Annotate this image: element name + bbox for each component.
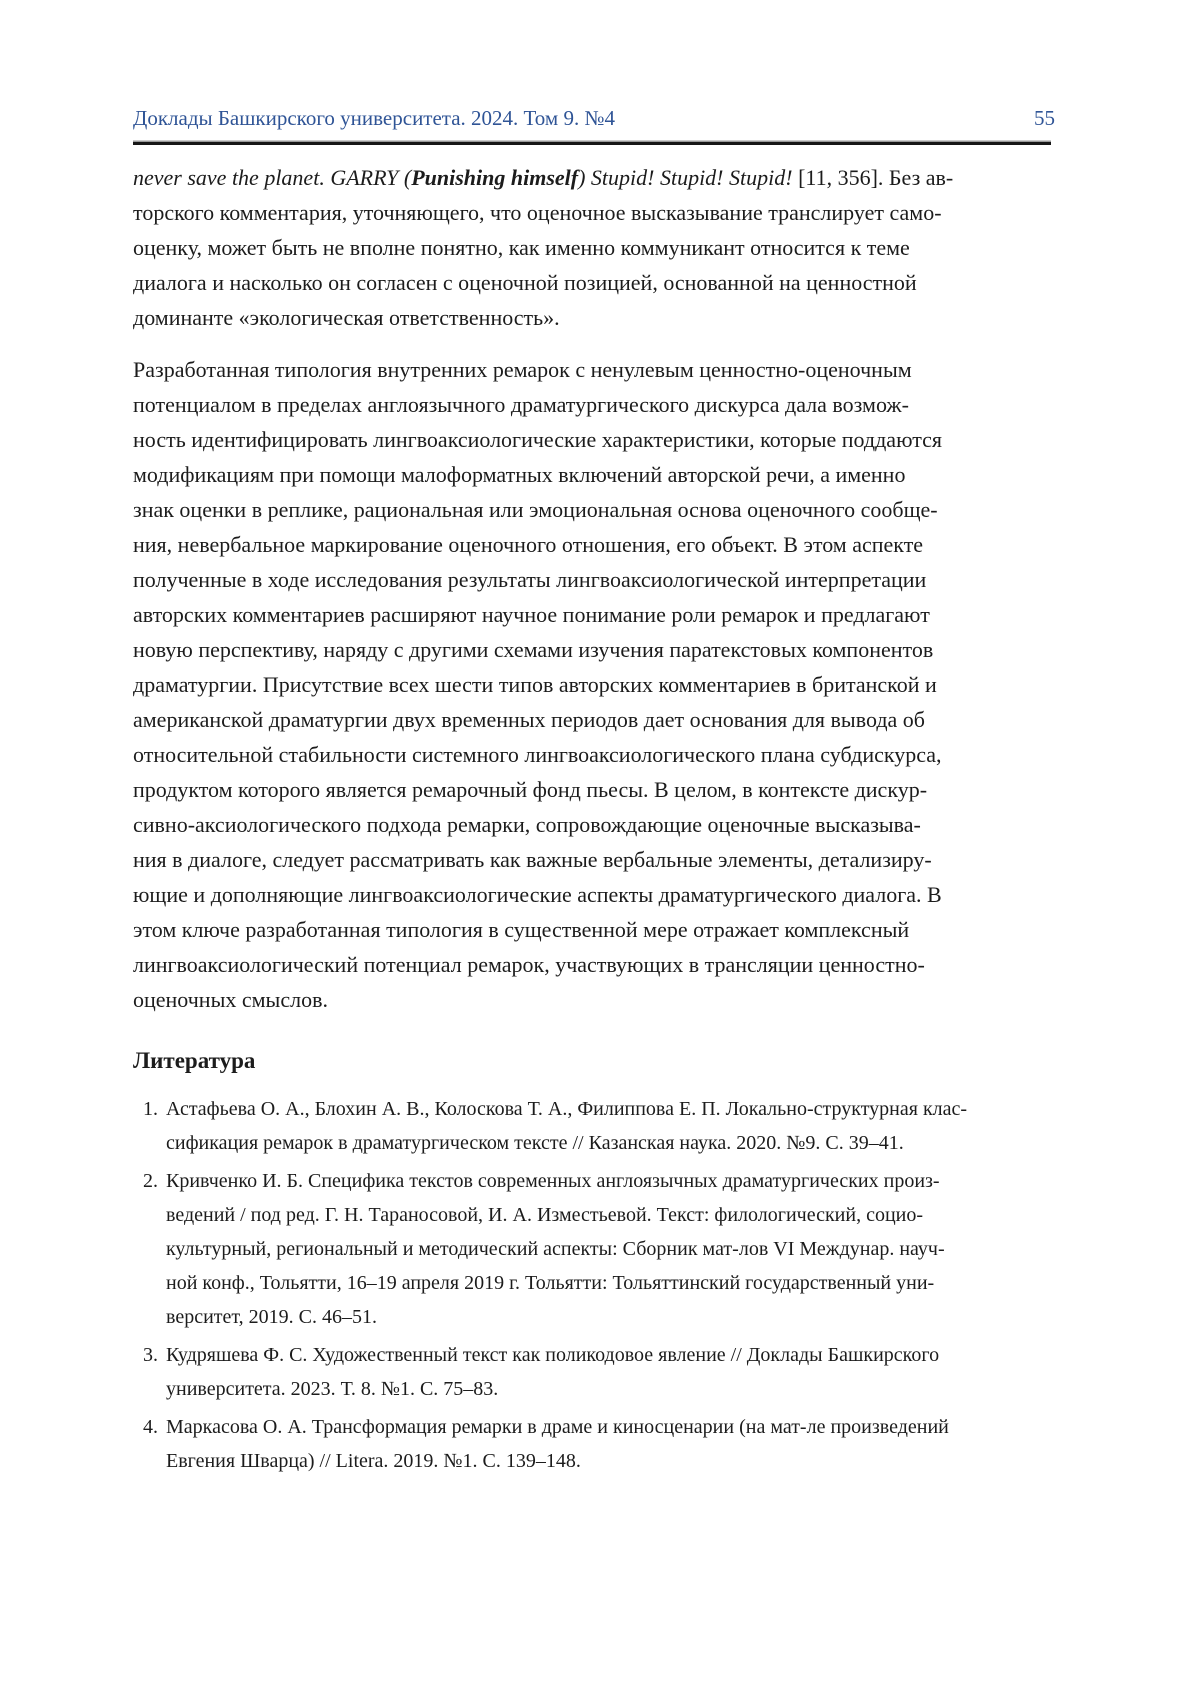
references-heading: Литература [133,1048,256,1073]
text-line: новую перспективу, наряду с другими схемами изучения паратекстовых компонентов [133,637,934,662]
header-rule [133,142,1051,145]
paragraph-conclusion [133,352,1055,1017]
citation-segment: [11, 356]. Без ав- [792,165,954,190]
text-line: диалога и насколько он согласен с оценочной позицией, основанной на ценностной [133,270,917,295]
text-line: Маркасова О. А. Трансформация ремарки в драме и киносценарии (на мат-ле произведений [166,1416,949,1438]
text-line: Евгения Шварца) // Litera. 2019. №1. С. 139–148. [166,1450,581,1472]
reference-item [133,1338,1055,1406]
text-line: оценку, может быть не вполне понятно, как именно коммуникант относится к теме [133,235,910,260]
text-line: продуктом которого является ремарочный фонд пьесы. В целом, в контексте дискур- [133,777,928,802]
journal-title: Доклады Башкирского университета. 2024. Том 9. №4 [133,106,615,130]
reference-number: 3. [143,1344,158,1366]
reference-number: 1. [143,1098,158,1120]
text-line: Разработанная типология внутренних ремарок с ненулевым ценностно-оценочным [133,357,912,382]
text-line: драматургии. Присутствие всех шести типов авторских комментариев в британской и [133,672,937,697]
text-line: американской драматургии двух временных периодов дает основания для вывода об [133,707,925,732]
text-line: сивно-аксиологического подхода ремарки, сопровождающие оценочные высказыва- [133,812,921,837]
text-line: ность идентифицировать лингвоаксиологические характеристики, которые поддаются [133,427,942,452]
text-line: Кудряшева Ф. С. Художественный текст как поликодовое явление // Доклады Башкирского [166,1344,940,1366]
text-line: ведений / под ред. Г. Н. Тараносовой, И. А. Изместьевой. Текст: филологический, социо- [166,1204,924,1226]
text-line: сификация ремарок в драматургическом тексте // Казанская наука. 2020. №9. С. 39–41. [166,1132,904,1154]
text-line: культурный, региональный и методический аспекты: Сборник мат-лов VI Междунар. науч- [166,1238,945,1260]
references-list [133,1092,1055,1482]
quote-bold-italic-segment: Punishing himself [411,165,579,190]
text-line: университета. 2023. Т. 8. №1. С. 75–83. [166,1378,499,1400]
text-line: оценочных смыслов. [133,987,328,1012]
text-line: ющие и дополняющие лингвоаксиологические аспекты драматургического диалога. В [133,882,942,907]
text-line: этом ключе разработанная типология в существенной мере отражает комплексный [133,917,910,942]
paragraph-quote-commentary [133,160,1055,335]
reference-item [133,1164,1055,1334]
page-number: 55 [1034,106,1055,130]
text-line [133,160,1055,195]
text-line: полученные в ходе исследования результаты лингвоаксиологической интерпретации [133,567,927,592]
quote-italic-segment: ) Stupid! Stupid! Stupid! [578,165,793,190]
text-line: относительной стабильности системного лингвоаксиологического плана субдискурса, [133,742,942,767]
text-line: знак оценки в реплике, рациональная или эмоциональная основа оценочного сообще- [133,497,938,522]
running-header [133,106,1055,131]
text-line: модификациям при помощи малоформатных включений авторской речи, а именно [133,462,906,487]
quote-italic-segment: never save the planet. GARRY ( [133,165,412,190]
text-line: ния, невербальное маркирование оценочного отношения, его объект. В этом аспекте [133,532,924,557]
reference-number: 4. [143,1416,158,1438]
text-line: авторских комментариев расширяют научное понимание роли ремарок и предлагают [133,602,930,627]
text-line: потенциалом в пределах англоязычного драматургического дискурса дала возмож- [133,392,909,417]
reference-item [133,1410,1055,1478]
text-line: Кривченко И. Б. Специфика текстов современных англоязычных драматургических произ- [166,1170,940,1192]
text-line: ной конф., Тольятти, 16–19 апреля 2019 г. Тольятти: Тольяттинский государственный уни- [166,1272,935,1294]
reference-number: 2. [143,1170,158,1192]
reference-item [133,1092,1055,1160]
text-line: Астафьева О. А., Блохин А. В., Колоскова Т. А., Филиппова Е. П. Локально-структурная клас- [166,1098,968,1120]
text-line: ния в диалоге, следует рассматривать как важные вербальные элементы, детализиру- [133,847,932,872]
text-line: верситет, 2019. С. 46–51. [166,1306,377,1328]
text-line: лингвоаксиологический потенциал ремарок, участвующих в трансляции ценностно- [133,952,925,977]
text-line: доминанте «экологическая ответственность». [133,305,560,330]
text-line: торского комментария, уточняющего, что оценочное высказывание транслирует само- [133,200,942,225]
